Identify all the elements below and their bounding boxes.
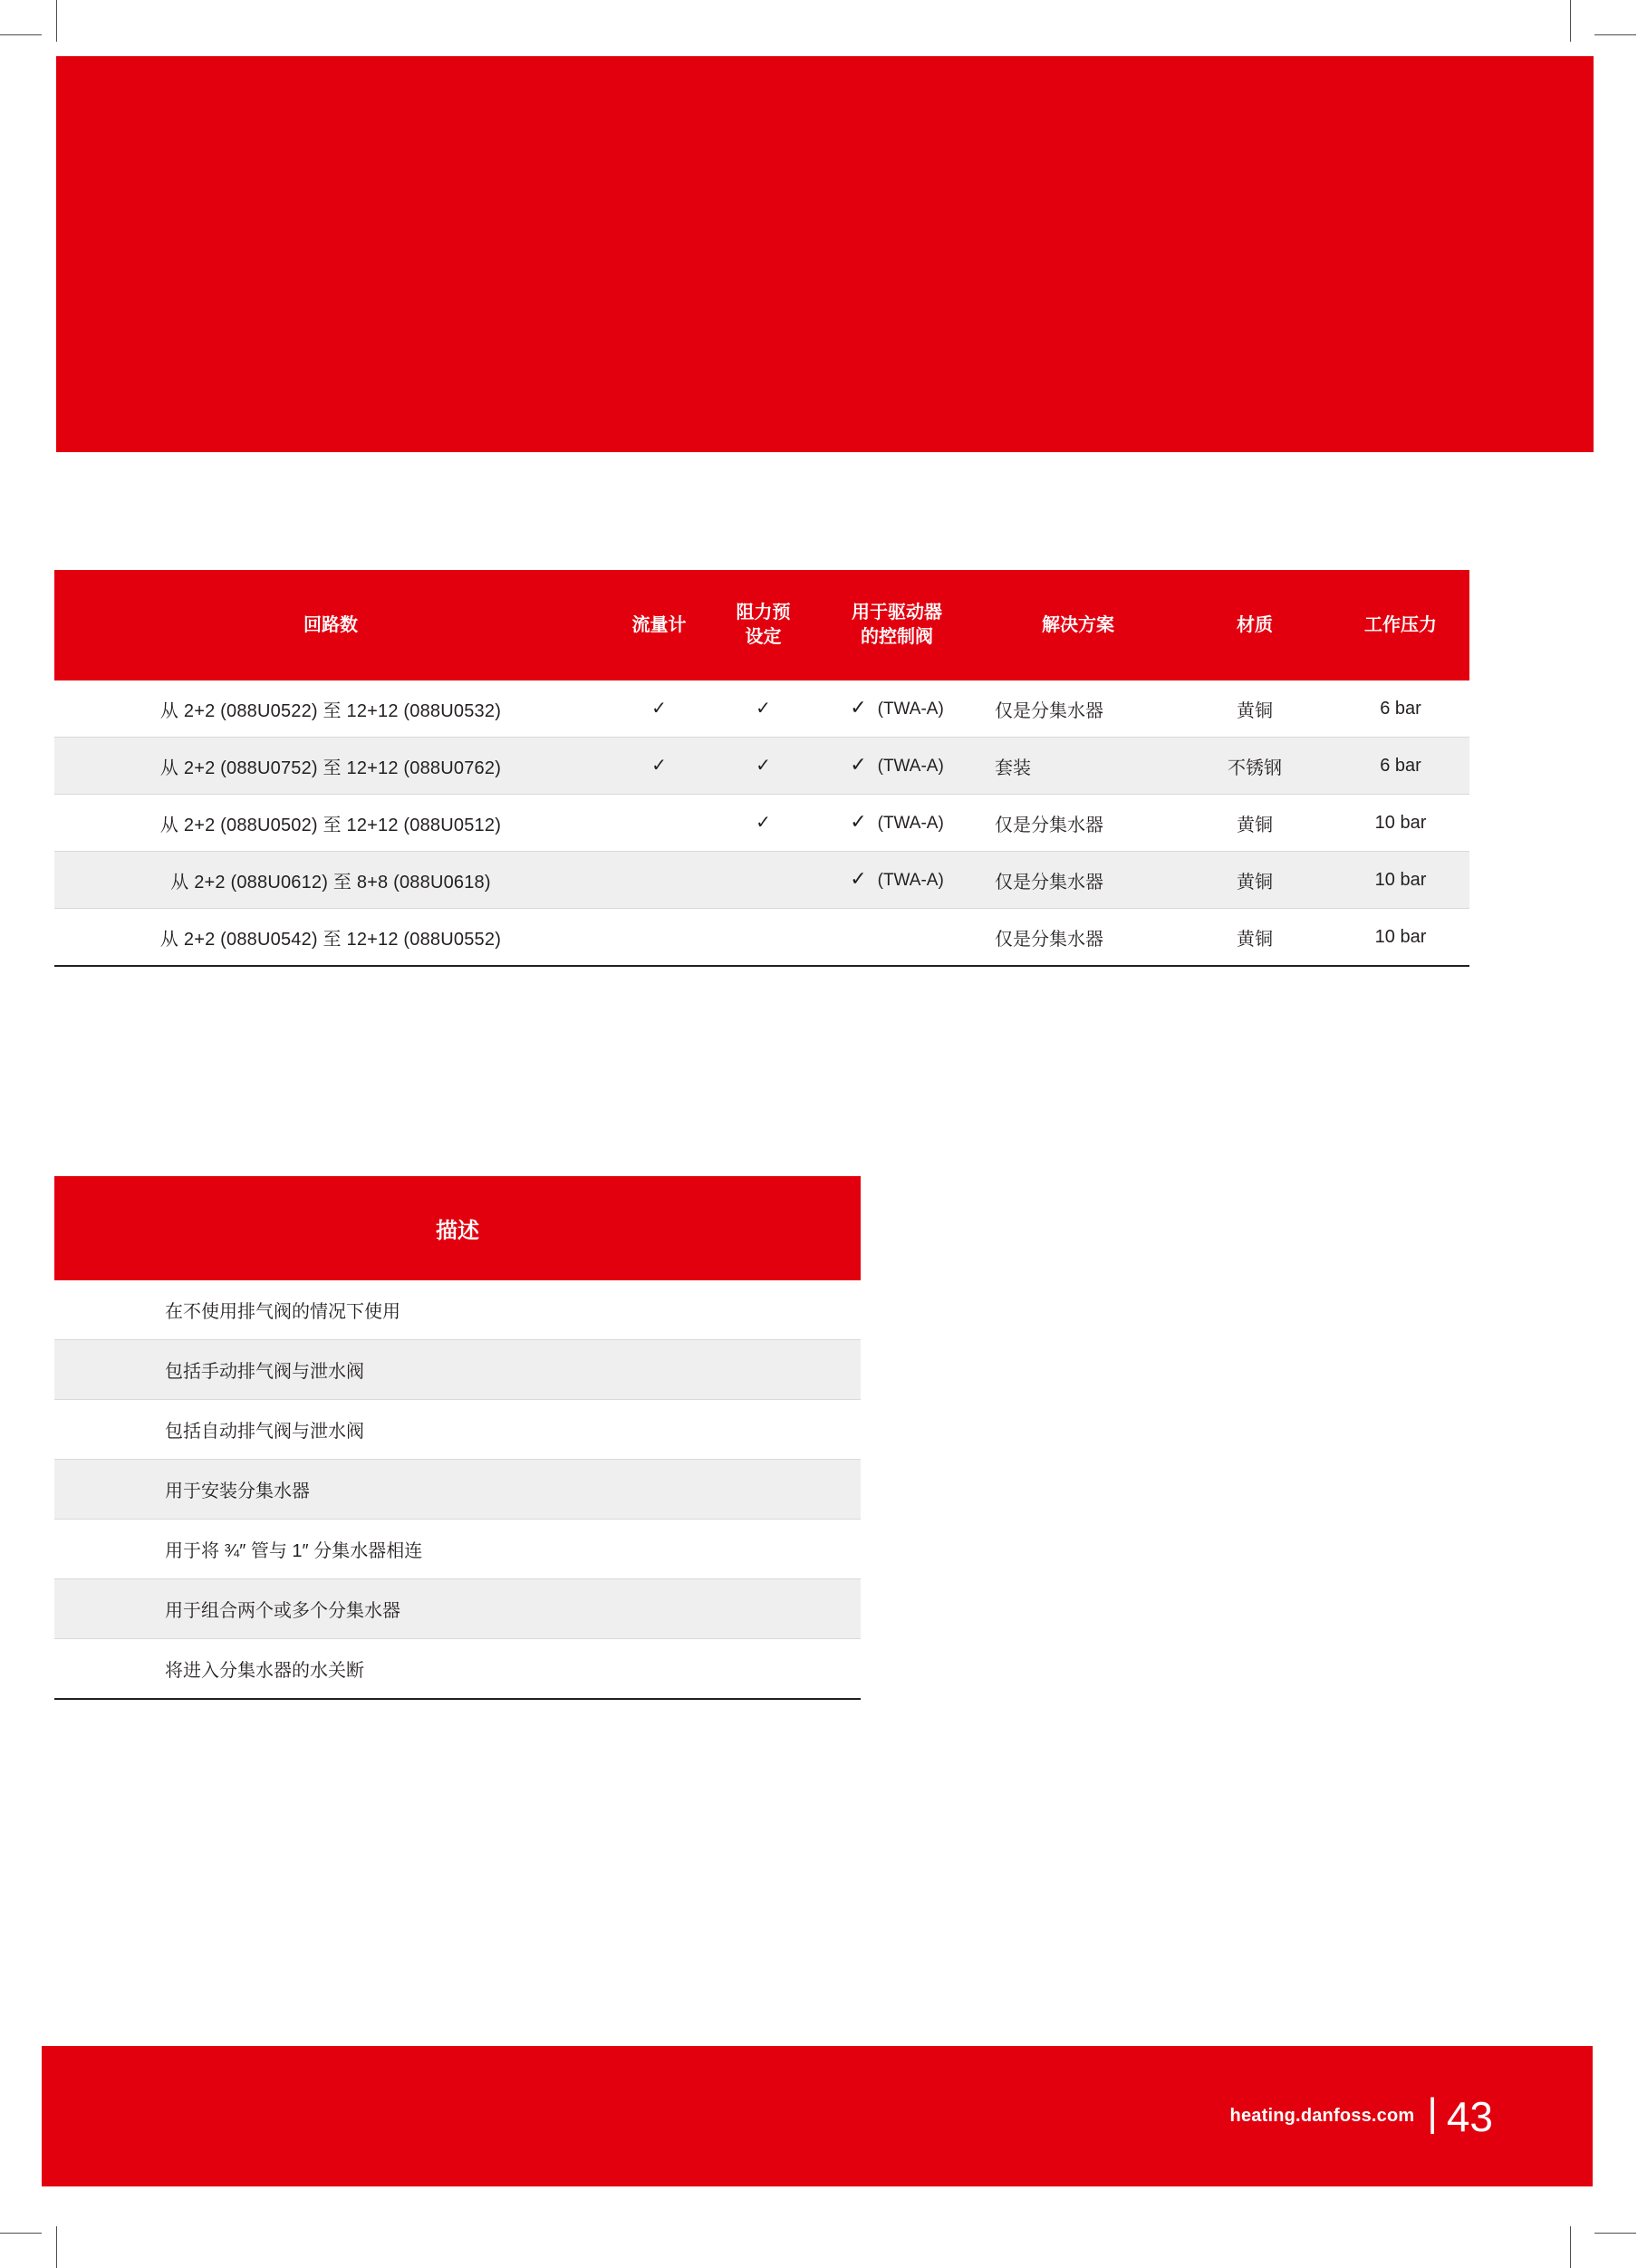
footer-website-link[interactable]: heating.danfoss.com [1229, 2106, 1415, 2126]
crop-mark-top-right-v [1570, 0, 1571, 42]
cell-circuits: 从 2+2 (088U0502) 至 12+12 (088U0512) [54, 795, 607, 852]
col-header-preset: 阻力预 设定 [711, 570, 815, 680]
table-row [54, 738, 1469, 795]
cell-circuits: 从 2+2 (088U0612) 至 8+8 (088U0618) [54, 852, 607, 909]
cell-circuits: 从 2+2 (088U0522) 至 12+12 (088U0532) [54, 680, 607, 738]
footer-red-banner [42, 2046, 1593, 2186]
cell-description: 在不使用排气阀的情况下使用 [54, 1280, 861, 1340]
cell-material: 黄铜 [1178, 680, 1332, 738]
cell-solution: 仅是分集水器 [978, 852, 1178, 909]
cell-pressure: 6 bar [1332, 738, 1469, 795]
product-specification-table [54, 570, 1469, 967]
crop-mark-top-left-v [56, 0, 57, 42]
cell-pressure: 10 bar [1332, 852, 1469, 909]
valve-type-label: (TWA-A) [877, 814, 944, 833]
cell-control-valve [815, 795, 978, 852]
cell-preset [711, 909, 815, 967]
col-header-control-valve: 用于驱动器 的控制阀 [815, 570, 978, 680]
header-red-banner [56, 56, 1594, 452]
valve-check-icon: ✓ [850, 696, 867, 719]
cell-flowmeter [607, 852, 711, 909]
cell-flowmeter [607, 909, 711, 967]
table-header-row [54, 570, 1469, 680]
table-row [54, 909, 1469, 967]
col-header-material: 材质 [1178, 570, 1332, 680]
cell-material: 黄铜 [1178, 909, 1332, 967]
cell-solution: 仅是分集水器 [978, 795, 1178, 852]
list-item [54, 1280, 861, 1340]
cell-material: 黄铜 [1178, 852, 1332, 909]
cell-material: 不锈钢 [1178, 738, 1332, 795]
cell-solution: 仅是分集水器 [978, 909, 1178, 967]
cell-description: 用于组合两个或多个分集水器 [54, 1579, 861, 1639]
crop-mark-top-left-h [0, 34, 42, 35]
valve-check-icon: ✓ [850, 753, 867, 776]
cell-description: 用于安装分集水器 [54, 1460, 861, 1520]
cell-circuits: 从 2+2 (088U0752) 至 12+12 (088U0762) [54, 738, 607, 795]
valve-check-icon: ✓ [850, 810, 867, 833]
col-header-flowmeter: 流量计 [607, 570, 711, 680]
list-item [54, 1520, 861, 1579]
cell-description: 用于将 ¾″ 管与 1″ 分集水器相连 [54, 1520, 861, 1579]
table-row [54, 852, 1469, 909]
cell-pressure: 10 bar [1332, 795, 1469, 852]
cell-preset [711, 852, 815, 909]
list-item [54, 1340, 861, 1400]
cell-preset: ✓ [711, 680, 815, 738]
list-item [54, 1639, 861, 1700]
valve-type-label: (TWA-A) [877, 757, 944, 776]
cell-flowmeter: ✓ [607, 738, 711, 795]
valve-check-icon: ✓ [850, 867, 867, 890]
cell-description: 包括自动排气阀与泄水阀 [54, 1400, 861, 1460]
cell-preset: ✓ [711, 795, 815, 852]
col-header-circuits: 回路数 [54, 570, 607, 680]
cell-circuits: 从 2+2 (088U0542) 至 12+12 (088U0552) [54, 909, 607, 967]
crop-mark-bottom-left-v [56, 2226, 57, 2268]
valve-type-label: (TWA-A) [877, 871, 944, 890]
cell-control-valve [815, 909, 978, 967]
table-row [54, 680, 1469, 738]
crop-mark-bottom-right-v [1570, 2226, 1571, 2268]
cell-description: 将进入分集水器的水关断 [54, 1639, 861, 1700]
cell-solution: 仅是分集水器 [978, 680, 1178, 738]
cell-material: 黄铜 [1178, 795, 1332, 852]
crop-mark-bottom-right-h [1594, 2233, 1636, 2234]
crop-mark-bottom-left-h [0, 2233, 42, 2234]
valve-type-label: (TWA-A) [877, 700, 944, 719]
cell-control-valve [815, 738, 978, 795]
footer-separator: | [1427, 2089, 1438, 2135]
list-item [54, 1460, 861, 1520]
cell-control-valve [815, 852, 978, 909]
col-header-pressure: 工作压力 [1332, 570, 1469, 680]
list-item [54, 1579, 861, 1639]
crop-mark-top-right-h [1594, 34, 1636, 35]
description-table [54, 1176, 861, 1700]
cell-solution: 套装 [978, 738, 1178, 795]
list-item [54, 1400, 861, 1460]
cell-flowmeter: ✓ [607, 680, 711, 738]
cell-control-valve [815, 680, 978, 738]
description-header-row [54, 1176, 861, 1280]
table-row [54, 795, 1469, 852]
cell-description: 包括手动排气阀与泄水阀 [54, 1340, 861, 1400]
page-number: 43 [1446, 2092, 1493, 2140]
cell-flowmeter [607, 795, 711, 852]
col-header-description: 描述 [54, 1176, 861, 1280]
cell-pressure: 10 bar [1332, 909, 1469, 967]
cell-pressure: 6 bar [1332, 680, 1469, 738]
col-header-solution: 解决方案 [978, 570, 1178, 680]
cell-preset: ✓ [711, 738, 815, 795]
footer-content [1230, 2046, 1493, 2186]
